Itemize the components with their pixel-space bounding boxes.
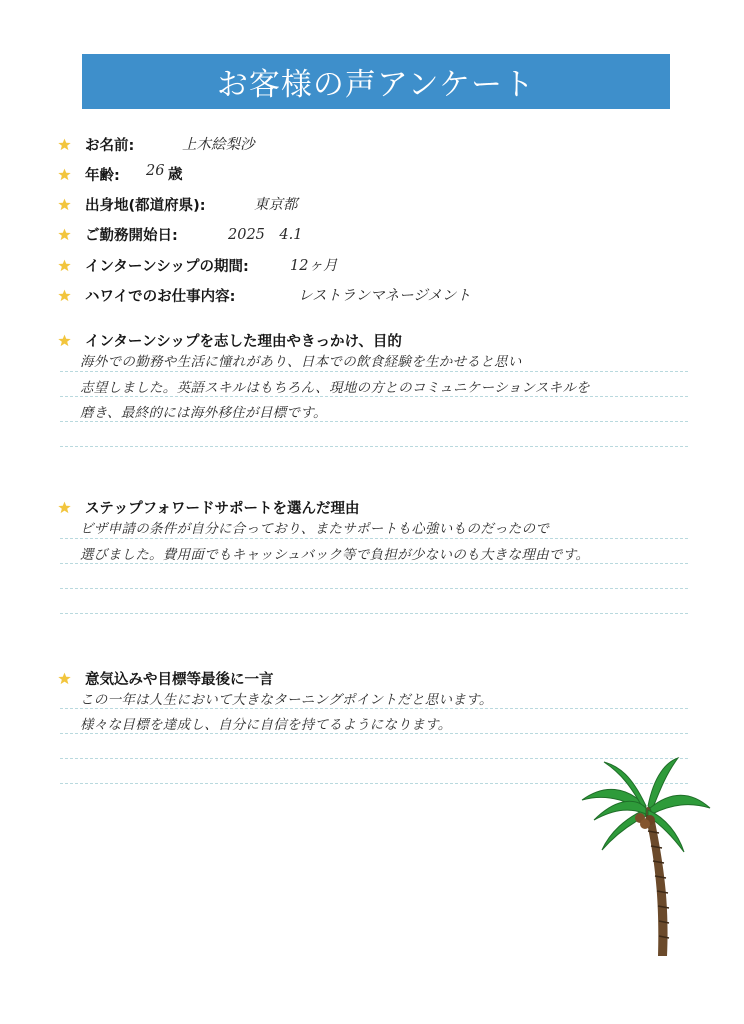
- field-value: レストランマネージメント: [298, 288, 471, 304]
- field-start-date: [58, 222, 698, 246]
- page-title: お客様の声アンケート: [216, 67, 536, 103]
- section-title: 意気込みや目標等最後に一言: [85, 672, 274, 688]
- ruled-line: [60, 446, 688, 447]
- star-icon: [58, 168, 71, 181]
- ruled-line: [60, 588, 688, 589]
- ruled-line: [60, 733, 688, 734]
- ruled-line: [60, 563, 688, 564]
- field-value: 26: [146, 163, 165, 179]
- field-label: 年齢:: [85, 167, 120, 184]
- field-value: 2025 4.1: [228, 227, 303, 243]
- answer-line: 選びました。費用面でもキャッシュバック等で負担が少ないのも大きな理由です。: [80, 547, 590, 563]
- field-value: 東京都: [254, 197, 298, 213]
- section-heading-motivation: [58, 330, 402, 351]
- star-icon: [58, 198, 71, 211]
- field-label: 出身地(都道府県):: [85, 197, 206, 214]
- star-icon: [58, 289, 71, 302]
- answer-line: 様々な目標を達成し、自分に自信を持てるようになります。: [80, 717, 452, 733]
- field-name: [58, 132, 698, 156]
- ruled-line: [60, 371, 688, 372]
- star-icon: [58, 228, 71, 241]
- field-value: 12ヶ月: [290, 258, 338, 274]
- star-icon: [58, 501, 71, 514]
- section-title: ステップフォワードサポートを選んだ理由: [85, 501, 360, 517]
- field-label: ハワイでのお仕事内容:: [85, 288, 236, 305]
- ruled-line: [60, 396, 688, 397]
- ruled-line: [60, 538, 688, 539]
- answer-line: 志望しました。英語スキルはもちろん、現地の方とのコミュニケーションスキルを: [80, 380, 590, 396]
- section-heading-reason: [58, 497, 359, 518]
- section-title: インターンシップを志した理由やきっかけ、目的: [85, 334, 402, 350]
- star-icon: [58, 672, 71, 685]
- answer-line: 海外での勤務や生活に憧れがあり、日本での飲食経験を生かせると思い: [80, 354, 522, 370]
- answer-line: ビザ申請の条件が自分に合っており、またサポートも心強いものだったので: [80, 521, 550, 537]
- field-label: インターンシップの期間:: [85, 258, 249, 275]
- palm-tree-icon: [574, 756, 714, 966]
- field-value: 上木絵梨沙: [182, 137, 255, 153]
- field-label: ご勤務開始日:: [85, 227, 178, 244]
- ruled-line: [60, 708, 688, 709]
- field-hometown: [58, 192, 698, 216]
- title-banner: [82, 54, 670, 109]
- ruled-line: [60, 613, 688, 614]
- field-job-description: [58, 283, 698, 307]
- star-icon: [58, 259, 71, 272]
- answer-line: この一年は人生において大きなターニングポイントだと思います。: [80, 692, 493, 708]
- field-internship-period: [58, 253, 698, 277]
- field-label: お名前:: [85, 137, 135, 154]
- age-suffix: 歳: [168, 167, 183, 183]
- star-icon: [58, 334, 71, 347]
- section-heading-final-words: [58, 668, 274, 689]
- star-icon: [58, 138, 71, 151]
- field-age: [58, 162, 698, 186]
- ruled-line: [60, 421, 688, 422]
- answer-line: 磨き、最終的には海外移住が目標です。: [80, 405, 327, 421]
